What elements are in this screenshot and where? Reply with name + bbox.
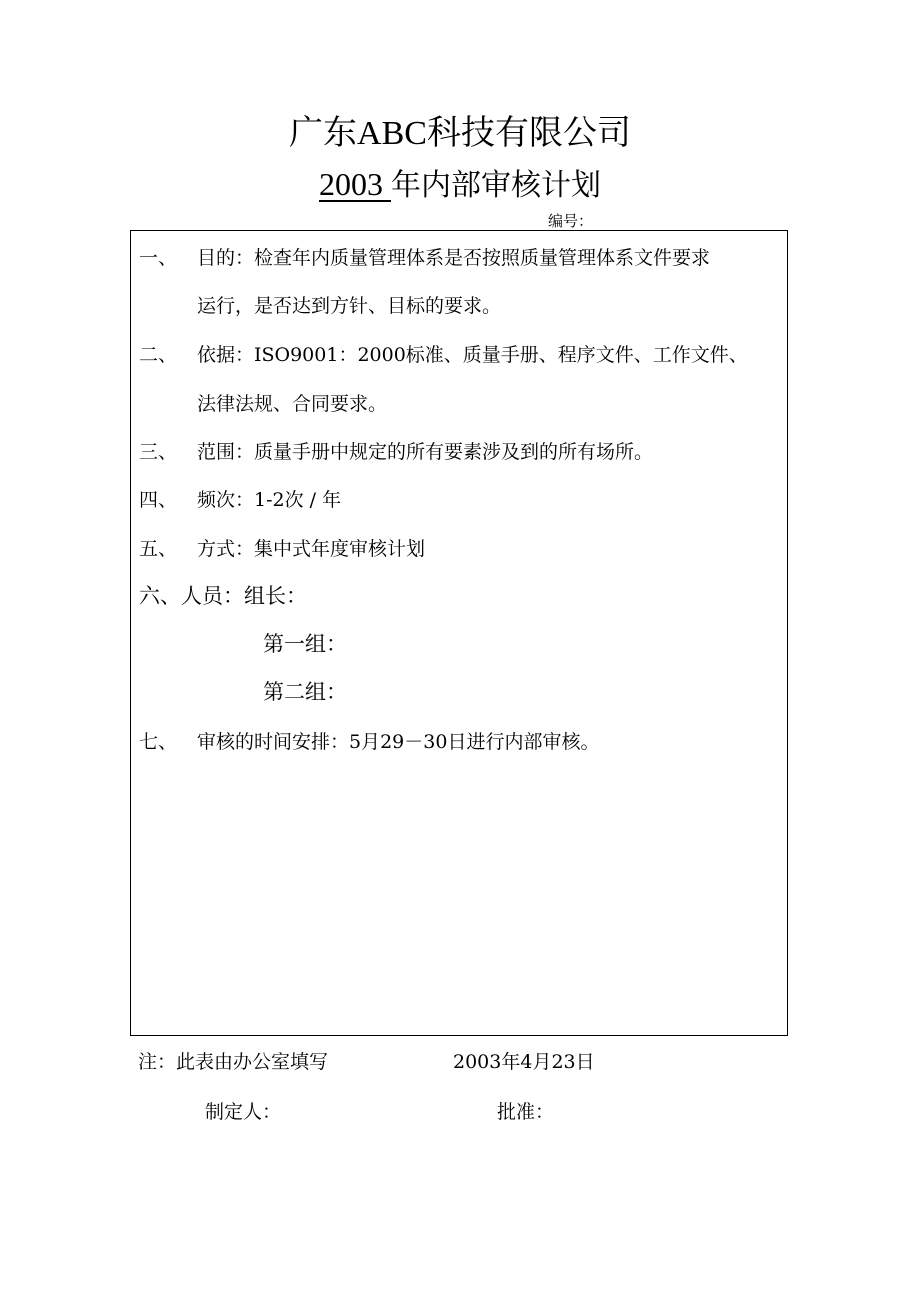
item-text: 法律法规、合同要求。 — [197, 393, 388, 415]
group-two-label: 第二组： — [263, 680, 347, 704]
document-number-label: 编号： — [548, 212, 594, 230]
plan-title — [0, 162, 920, 208]
item-number: 二、 — [139, 344, 178, 366]
personnel-label: 六、人员：组长： — [139, 584, 307, 608]
item-text: 范围：质量手册中规定的所有要素涉及到的所有场所。 — [197, 441, 654, 463]
plan-year: 2003 — [319, 166, 391, 202]
item-number: 四、 — [139, 489, 178, 511]
item-text: 方式：集中式年度审核计划 — [197, 538, 426, 560]
plan-content-box — [130, 230, 788, 1036]
item-text: 审核的时间安排：5月29－30日进行内部审核。 — [197, 731, 600, 753]
plan-title-rest: 年内部审核计划 — [391, 168, 601, 203]
item-number: 五、 — [139, 538, 178, 560]
footer-note: 注：此表由办公室填写 — [138, 1051, 329, 1073]
approved-by-label: 批准： — [497, 1101, 555, 1123]
group-one-label: 第一组： — [263, 632, 347, 656]
prepared-by-label: 制定人： — [205, 1101, 282, 1123]
item-text: 运行，是否达到方针、目标的要求。 — [197, 295, 502, 317]
item-text: 依据：ISO9001：2000标准、质量手册、程序文件、工作文件、 — [197, 344, 748, 366]
item-number: 一、 — [139, 247, 178, 269]
item-text: 目的：检查年内质量管理体系是否按照质量管理体系文件要求 — [197, 247, 711, 269]
company-title: 广东ABC科技有限公司 — [289, 115, 631, 152]
item-text: 频次：1-2次 / 年 — [197, 489, 342, 511]
footer-date: 2003年4月23日 — [453, 1051, 595, 1073]
item-number: 七、 — [139, 731, 178, 753]
item-number: 三、 — [139, 441, 178, 463]
